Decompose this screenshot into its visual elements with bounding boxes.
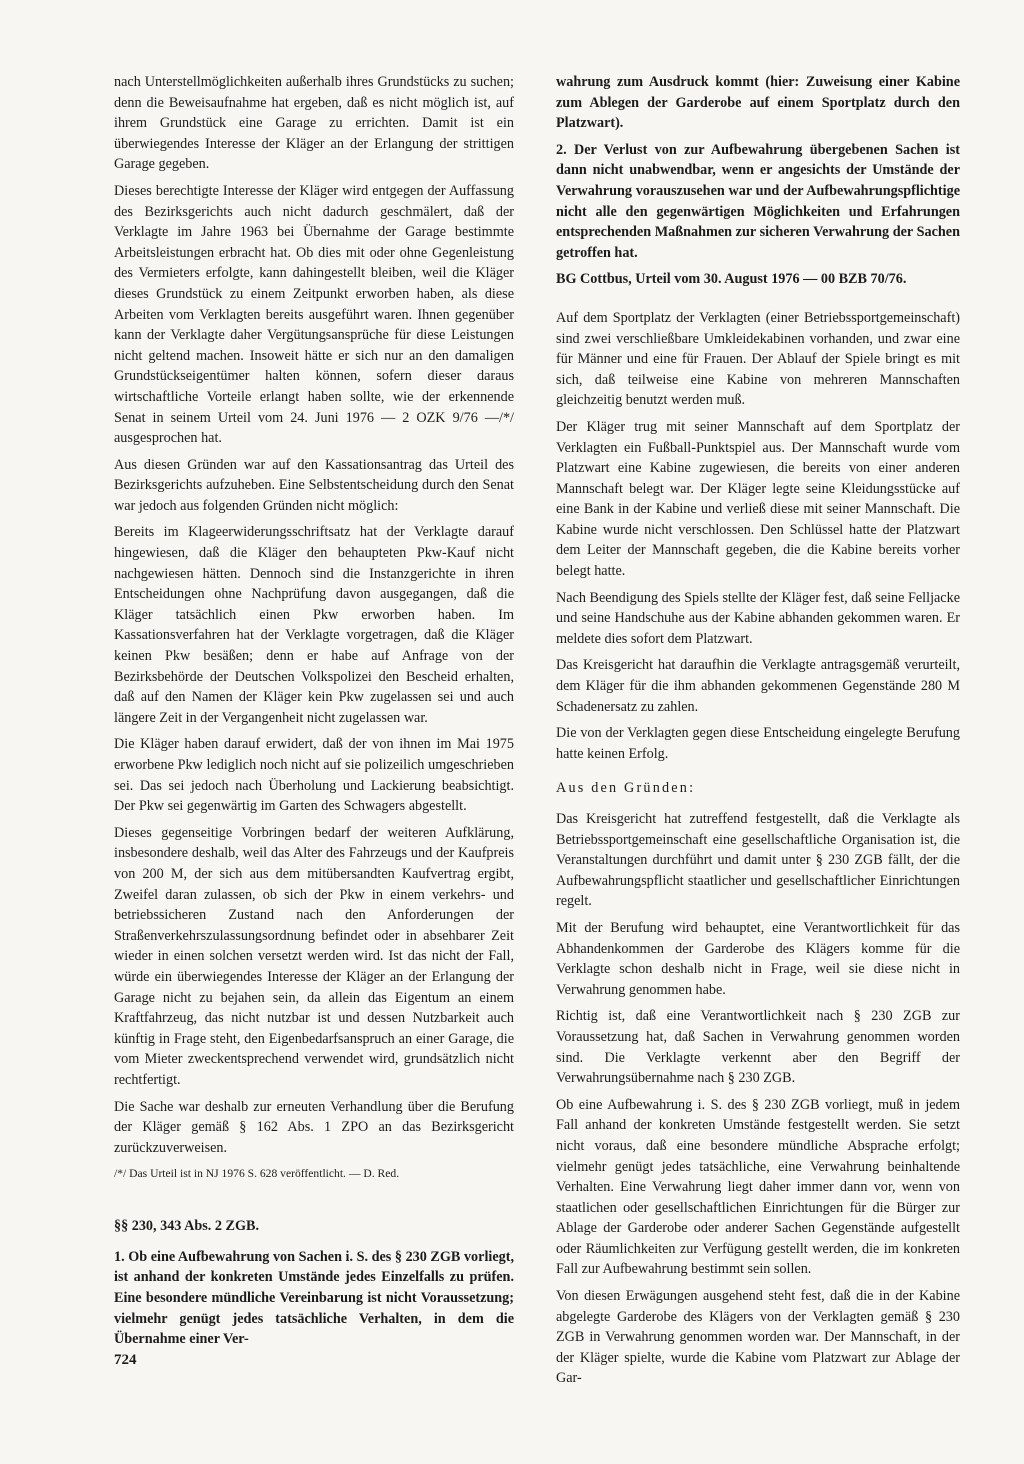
paragraph: Dieses berechtigte Interesse der Kläger wird entgegen der Auffassung des Bezirksgerichts auch nicht dadurch geschmälert, daß der Verklagte im Jahre 1963 bei Übernahme der Garage bestimmte Arbeitsleistungen erbracht hat. Ob dies mit oder ohne Gegenleistung des Vermieters erfolgte, kann dahingestellt bleiben, weil die Kläger dieses Grundstück zu einem Zeitpunkt erworben haben, als diese Arbeiten vom Verklagten bereits ausgeführt waren. Ihnen gegenüber kann der Verklagte daher Vergütungsansprüche für diese Leistungen nicht geltend machen. Insoweit hätte er sich nur an den damaligen Grundstückseigentümer halten können, sofern dieser daraus wirtschaftliche Vorteile erlangt haben sollte, wie der erkennende Senat in seinem Urteil vom 24. Juni 1976 — 2 OZK 9/76 —/*/ ausgesprochen hat. — [114, 182, 514, 447]
section-heading: §§ 230, 343 Abs. 2 ZGB. — [114, 1218, 260, 1235]
paragraph: nach Unterstellmöglichkeiten außerhalb ihres Grundstücks zu suchen; denn die Beweisaufnahme hat ergeben, daß es nicht möglich ist, auf ihrem Grundstück eine Garage zu errichten. Damit ist ein überwiegendes Interesse der Kläger an der Erlangung der strittigen Garage gegeben. — [114, 74, 514, 173]
paragraph: Richtig ist, daß eine Verantwortlichkeit nach § 230 ZGB zur Voraussetzung hat, daß Sachen in Verwahrung genommen worden sind. Die Verklagte verkennt aber den Begriff der Verwahrungsübernahme nach § 230 ZGB. — [556, 1008, 960, 1087]
paragraph: Dieses gegenseitige Vorbringen bedarf der weiteren Aufklärung, insbesondere deshalb, weil das Alter des Fahrzeugs und der Kaufpreis von 200 M, der sich aus dem mitübersandten Kaufvertrag ergibt, Zweifel daran zulassen, ob sich der Pkw in einem verkehrs- und betriebssicheren Zustand nach den Anforderungen der Straßenverkehrszulassungsordnung befindet oder in absehbarer Zeit wieder in einen solchen versetzt werden wird. Ist das nicht der Fall, würde ein überwiegendes Interesse der Kläger an der Erlangung der Garage nicht zu bejahen sein, da allein das Eigentum an einem Kraftfahrzeug, das nicht nutzbar ist und dessen Nutzbarkeit auch künftig in Frage steht, den Eigenbedarfsanspruch an einer Garage, die vom Mieter zweckentsprechend verwendet wird, grundsätzlich nicht rechtfertigt. — [114, 824, 514, 1088]
court-citation: BG Cottbus, Urteil vom 30. August 1976 — 00 BZB 70/76. — [556, 271, 907, 288]
paragraph: Auf dem Sportplatz der Verklagten (einer Betriebssportgemeinschaft) sind zwei verschließbare Umkleidekabinen vorhanden, und zwar eine für Männer und eine für Frauen. Der Ablauf der Spiele bringt es mit sich, daß teilweise eine Kabine von mehreren Mannschaften gleichzeitig benutzt werden muß. — [556, 309, 960, 409]
page-number: 724 — [114, 1352, 137, 1368]
paragraph: Nach Beendigung des Spiels stellte der Kläger fest, daß seine Felljacke und seine Handschuhe aus der Kabine abhanden gekommen waren. Er meldete dies sofort dem Platzwart. — [556, 589, 960, 647]
headnote-1: 1. Ob eine Aufbewahrung von Sachen i. S. des § 230 ZGB vorliegt, ist anhand der konkreten Umstände jedes Einzelfalls zu prüfen. Eine besondere mündliche Vereinbarung ist nicht Voraussetzung; vielmehr genügt jedes tatsächliche Verhalten, in dem die Übernahme einer Ver- — [114, 1248, 514, 1348]
paragraph: Bereits im Klageerwiderungsschriftsatz hat der Verklagte darauf hingewiesen, daß die Kläger den behaupteten Pkw-Kauf nicht nachgewiesen hätten. Dennoch sind die Instanzgerichte in ihren Entscheidungen ohne Nachprüfung davon ausgegangen, daß die Kläger tatsächlich einen Pkw erworben haben. Im Kassationsverfahren hat der Verklagte vorgetragen, daß die Kläger keinen Pkw besäßen; denn er habe auf Anfrage von der Bezirksbehörde der Deutschen Volkspolizei den Bescheid erhalten, daß auf den Namen der Kläger kein Pkw zugelassen sei und auch längere Zeit in der Vergangenheit nicht zugelassen war. — [114, 524, 514, 726]
paragraph: Die Sache war deshalb zur erneuten Verhandlung über die Berufung der Kläger gemäß § 162 Abs. 1 ZPO an das Bezirksgericht zurückzuverweisen. — [114, 1098, 514, 1156]
grounds-heading: Aus den Gründen: — [556, 780, 696, 797]
paragraph: Die von der Verklagten gegen diese Entscheidung eingelegte Berufung hatte keinen Erfolg. — [556, 725, 960, 762]
paragraph: Das Kreisgericht hat zutreffend festgestellt, daß die Verklagte als Betriebssportgemeinschaft eine gesellschaftliche Organisation ist, die Veranstaltungen durchführt und damit unter § 230 ZGB fällt, der die Aufbewahrungspflicht staatlicher und gesellschaftlicher Einrichtungen regelt. — [556, 811, 960, 910]
right-column — [556, 72, 960, 1395]
headnote-1-continued: wahrung zum Ausdruck kommt (hier: Zuweisung einer Kabine zum Ablegen der Garderobe auf einem Sportplatz durch den Platzwart). — [556, 74, 960, 132]
left-column — [114, 72, 514, 1356]
editorial-footnote: /*/ Das Urteil ist in NJ 1976 S. 628 veröffentlicht. — D. Red. — [114, 1167, 400, 1181]
headnote-2: 2. Der Verlust von zur Aufbewahrung übergebenen Sachen ist dann nicht unabwendbar, wenn er angesichts der Umstände der Verwahrung vorauszusehen war und der Aufbewahrungspflichtige nicht alle den gegenwärtigen Möglichkeiten und Erfahrungen entsprechenden Maßnahmen zur sicheren Verwahrung der Sachen getroffen hat. — [556, 141, 960, 261]
paragraph: Die Kläger haben darauf erwidert, daß der von ihnen im Mai 1975 erworbene Pkw lediglich noch nicht auf sie polizeilich umgeschrieben sei. Das sei jedoch nach Überholung und Lackierung beabsichtigt. Der Pkw sei gegenwärtig im Garten des Schwagers abgestellt. — [114, 736, 514, 815]
paragraph: Mit der Berufung wird behauptet, eine Verantwortlichkeit für das Abhandenkommen der Garderobe des Klägers komme für die Verklagte schon deshalb nicht in Frage, weil sie diese nicht in Verwahrung genommen habe. — [556, 919, 960, 998]
paragraph: Das Kreisgericht hat daraufhin die Verklagte antragsgemäß verurteilt, dem Kläger für die ihm abhanden gekommenen Gegenstände 280 M Schadenersatz zu zahlen. — [556, 657, 960, 715]
paragraph: Von diesen Erwägungen ausgehend steht fest, daß die in der Kabine abgelegte Garderobe des Klägers von der Verklagten gemäß § 230 ZGB in Verwahrung genommen worden war. Der Mannschaft, in der der Kläger spielte, wurde die Kabine vom Platzwart zur Ablage der Gar- — [556, 1288, 960, 1387]
paragraph: Der Kläger trug mit seiner Mannschaft auf dem Sportplatz der Verklagten ein Fußball-Punktspiel aus. Der Mannschaft wurde vom Platzwart eine Kabine zugewiesen, die bereits von einer anderen Mannschaft belegt war. Der Kläger legte seine Kleidungsstücke auf eine Bank in der Kabine und verließ diese mit seiner Mannschaft. Die Kabine wurde nicht verschlossen. Den Schlüssel hatte der Platzwart dem Leiter der Mannschaft gegeben, die die Kabine bereits vorher belegt hatte. — [556, 418, 960, 580]
paragraph: Ob eine Aufbewahrung i. S. des § 230 ZGB vorliegt, muß in jedem Fall anhand der konkreten Umstände festgestellt werden. Sie setzt nicht voraus, daß eine besondere mündliche Absprache erfolgt; vielmehr genügt jedes tatsächliche, eine Verwahrung beinhaltende Verhalten. Eine Verwahrung liegt daher immer dann vor, wenn von staatlichen oder gesellschaftlichen Einrichtungen für die Bürger zur Ablage der Garderobe oder anderer Sachen Gegenstände aufgestellt oder Räumlichkeiten zur Verfügung gestellt werden, die im konkreten Fall zur Aufbewahrung bestimmt sein sollen. — [556, 1096, 960, 1278]
paragraph: Aus diesen Gründen war auf den Kassationsantrag das Urteil des Bezirksgerichts aufzuheben. Eine Selbstentscheidung durch den Senat war jedoch aus folgenden Gründen nicht möglich: — [114, 456, 514, 514]
